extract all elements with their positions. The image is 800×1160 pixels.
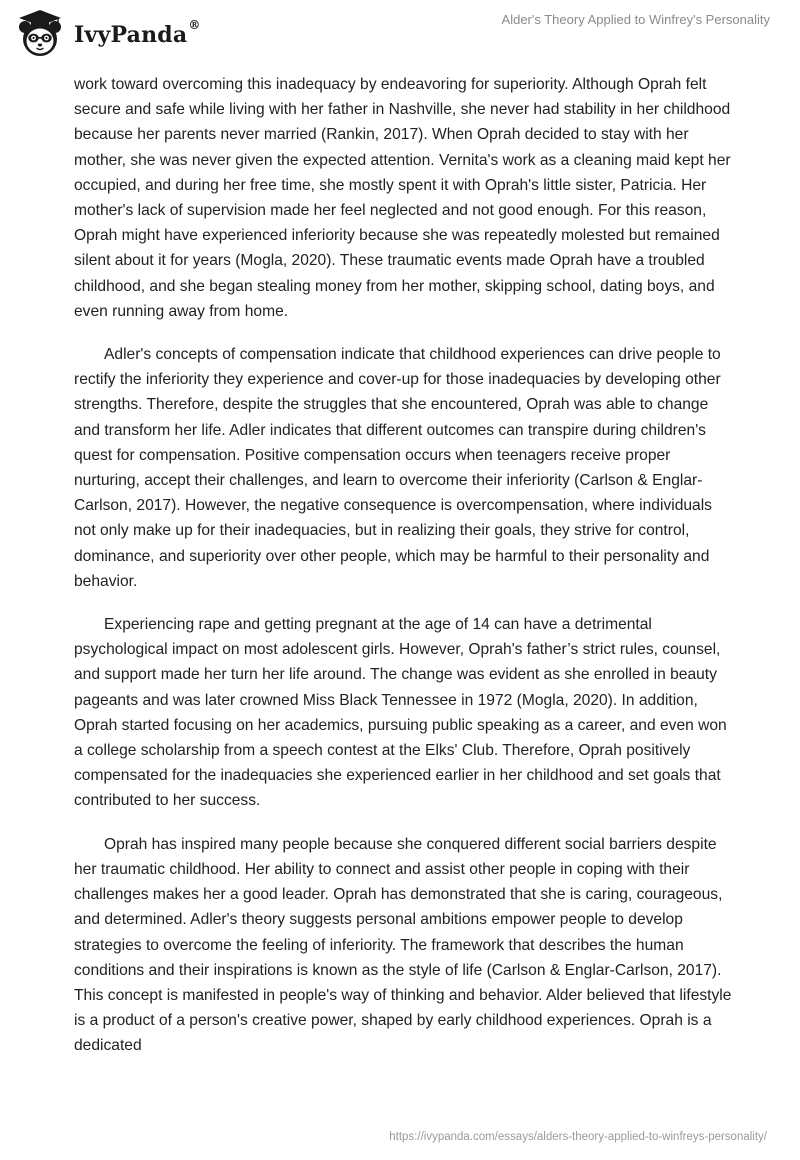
brand-wordmark: IvyPanda xyxy=(74,22,188,48)
paragraph-3: Experiencing rape and getting pregnant at the age of 14 can have a detrimental psychological impact on most adolescent girls. However, Oprah's father’s strict rules, counsel, and support made her turn her life around. The change was evident as she enrolled in beauty pageants and was later crowned Miss Black Tennessee in 1972 (Mogla, 2020). In addition, Oprah started focusing on her academics, pursuing public speaking as a career, and even won a college scholarship from a speech contest at the Elks' Club. Therefore, Oprah positively compensated for the inadequacies she experienced earlier in her childhood and set goals that contributed to her success. xyxy=(74,616,727,810)
brand-logo[interactable] xyxy=(14,8,201,60)
paragraph-4: Oprah has inspired many people because she conquered different social barriers despite her traumatic childhood. Her ability to connect and assist other people in coping with their challenges makes her a good leader. Oprah has demonstrated that she is caring, courageous, and determined. Adler's theory suggests personal ambitions empower people to develop strategies to overcome the feeling of inferiority. The framework that describes the human conditions and their inspirations is known as the style of life (Carlson & Englar-Carlson, 2017). This concept is manifested in people's way of thinking and behavior. Alder believed that lifestyle is a product of a person's creative power, shaped by early childhood experiences. Oprah is a dedicated xyxy=(74,835,732,1055)
essay-body xyxy=(74,72,734,1077)
brand-name xyxy=(74,18,201,48)
source-url-link[interactable]: https://ivypanda.com/essays/alders-theory-applied-to-winfreys-personality/ xyxy=(389,1131,767,1143)
page-header xyxy=(0,0,800,72)
registered-mark: ® xyxy=(188,18,201,32)
panda-graduation-cap-icon xyxy=(14,8,66,60)
document-title: Alder's Theory Applied to Winfrey's Personality xyxy=(501,12,770,27)
paragraph-2: Adler's concepts of compensation indicate that childhood experiences can drive people to rectify the inferiority they experience and cover-up for those inadequacies by developing other strengths. Therefore, despite the struggles that she encountered, Oprah was able to change and transform her life. Adler indicates that different outcomes can transpire during children's quest for compensation. Positive compensation occurs when teenagers receive proper nurturing, accept their challenges, and learn to overcome their inferiority (Carlson & Englar-Carlson, 2017). However, the negative consequence is overcompensation, where individuals not only make up for their inadequacies, but in realizing their goals, they strive for control, dominance, and superiority over other people, which may be harmful to their personality and behavior. xyxy=(74,346,721,590)
paragraph-1: work toward overcoming this inadequacy by endeavoring for superiority. Although Oprah felt secure and safe while living with her father in Nashville, she never had stability in her childhood because her parents never married (Rankin, 2017). When Oprah decided to stay with her mother, she was never given the expected attention. Vernita's work as a cleaning maid kept her occupied, and during her free time, she mostly spent it with Oprah's little sister, Patricia. Her mother's lack of supervision made her feel neglected and not good enough. For this reason, Oprah might have experienced inferiority because she was repeatedly molested but remained silent about it for years (Mogla, 2020). These traumatic events made Oprah have a troubled childhood, and she began stealing money from her mother, skipping school, dating boys, and even running away from home. xyxy=(74,76,731,320)
